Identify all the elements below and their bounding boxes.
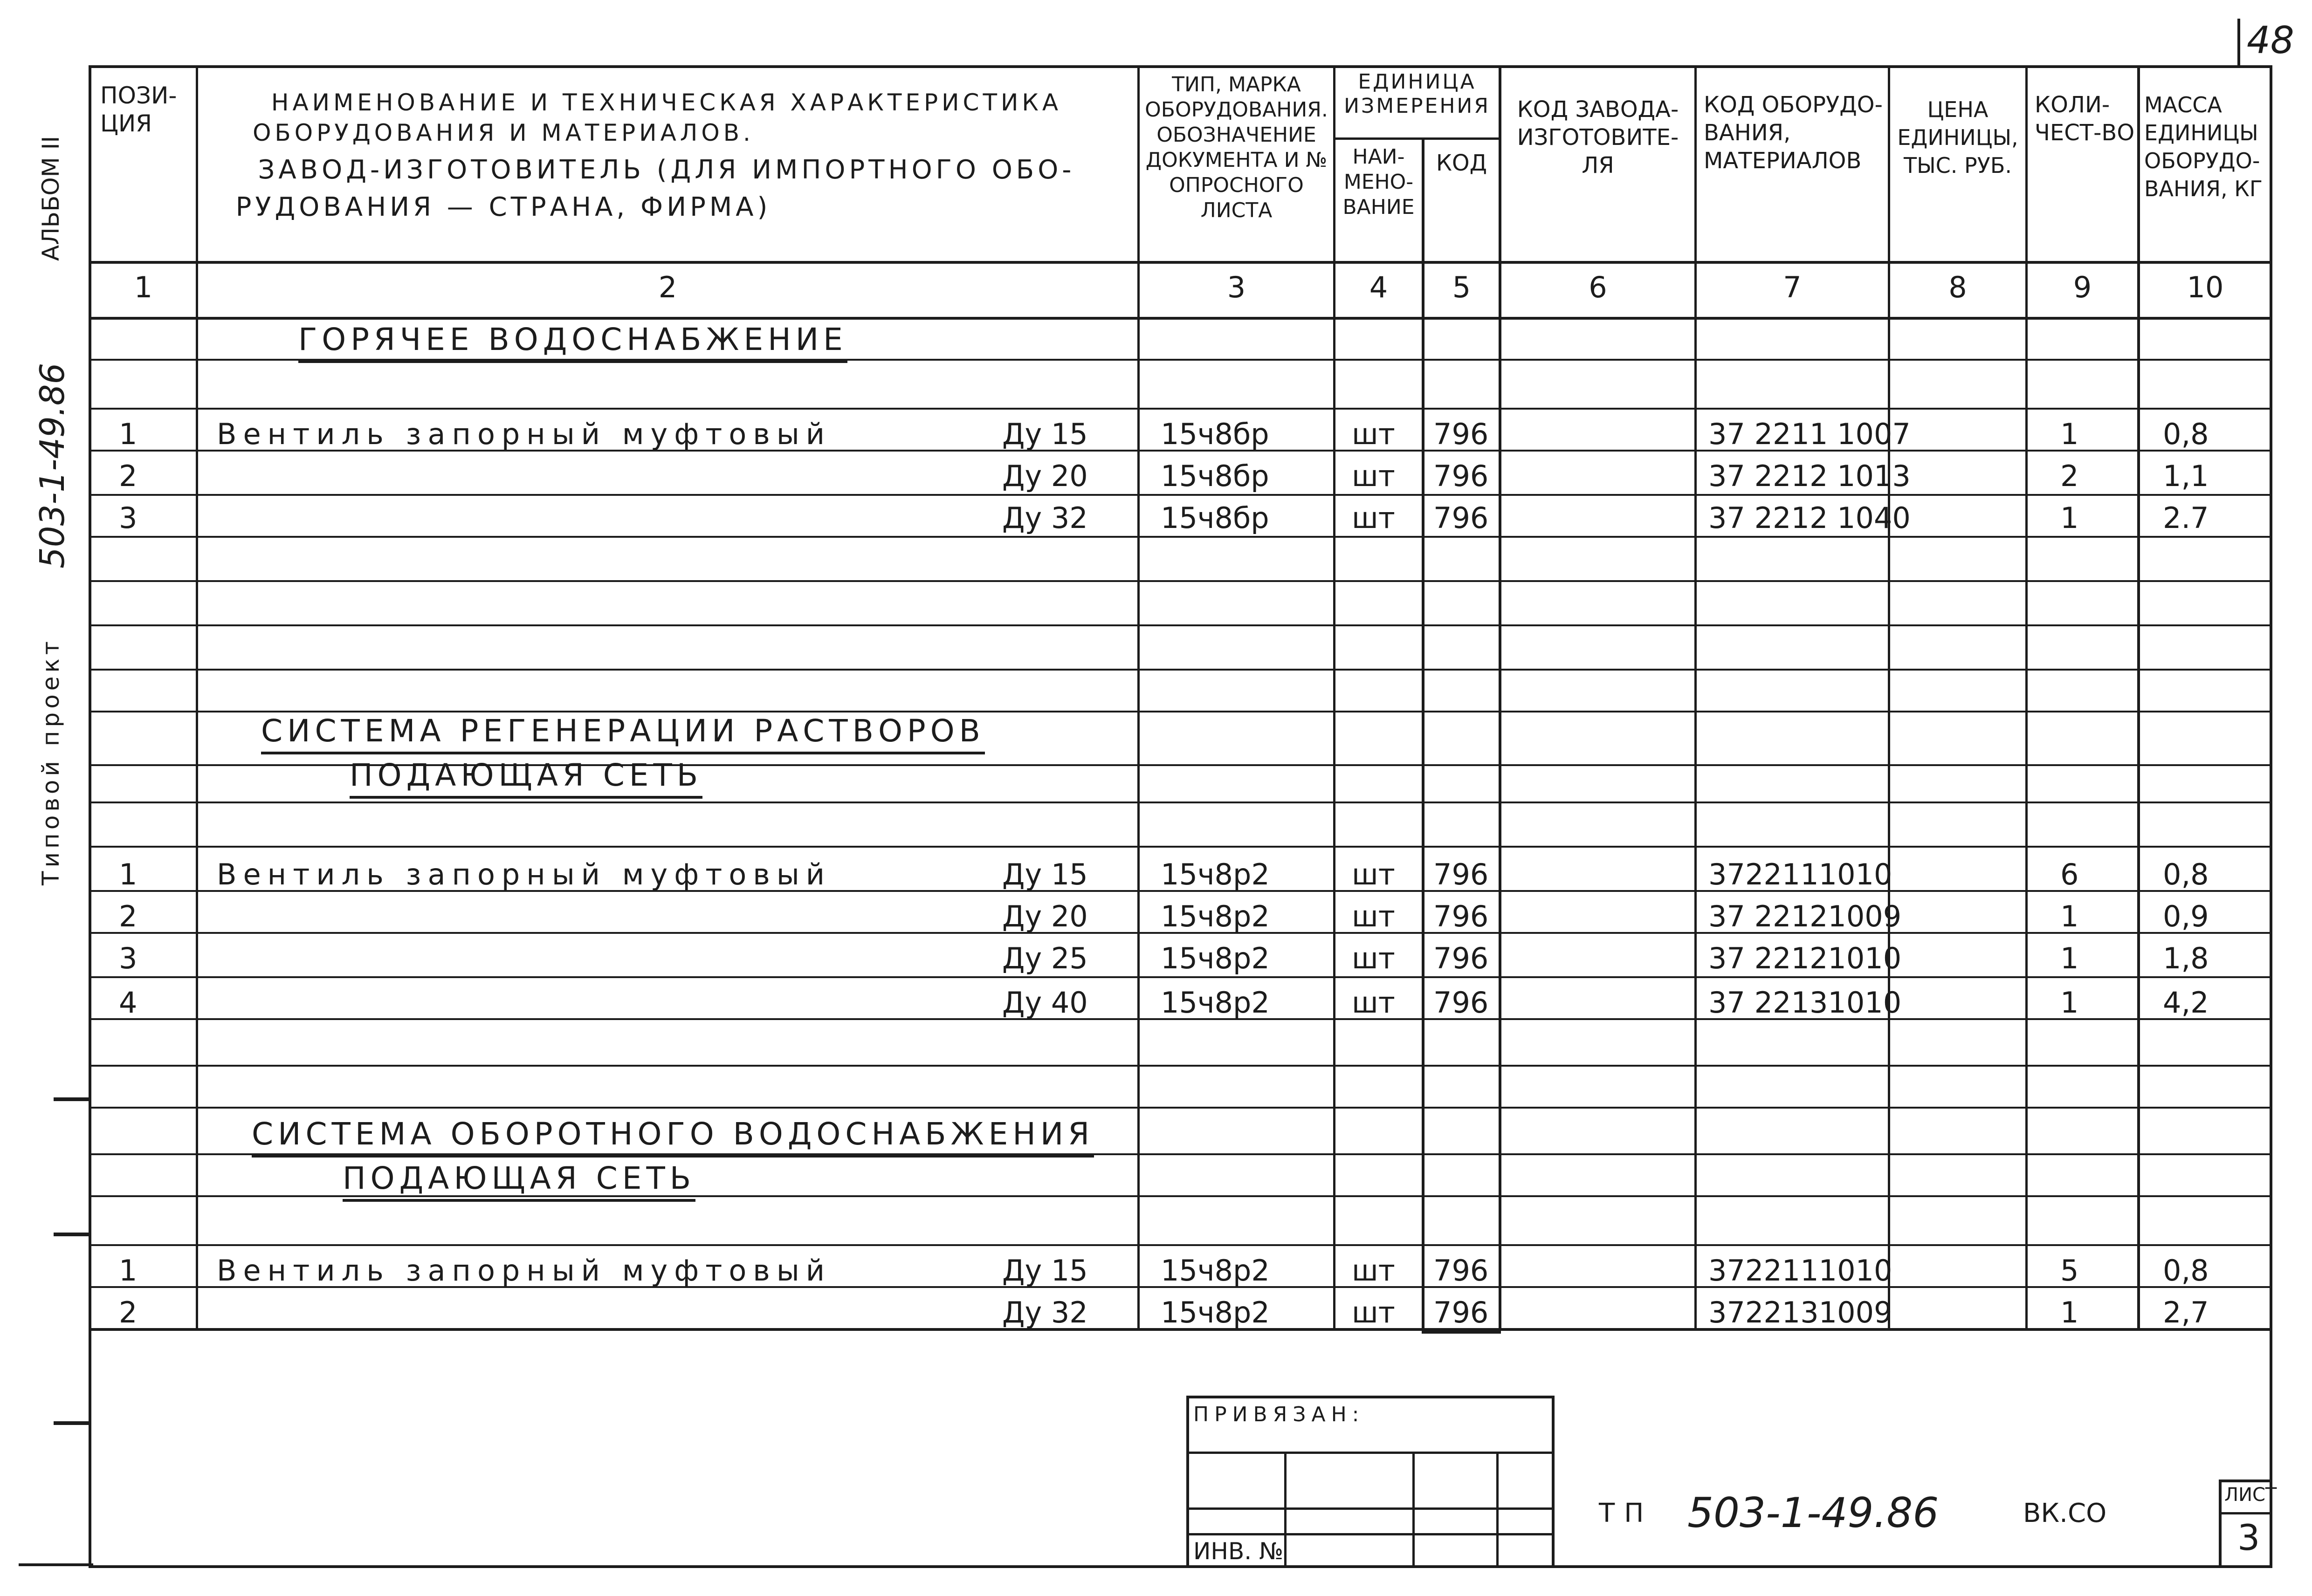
- row-position: 2: [119, 459, 138, 493]
- section-subtitle: ПОДАЮЩАЯ СЕТЬ: [343, 1160, 695, 1202]
- page-number-rule: [2237, 19, 2240, 68]
- row-size: Ду 20: [1002, 459, 1088, 493]
- row-mass: 2,7: [2163, 1295, 2209, 1329]
- row-size: Ду 15: [1002, 417, 1088, 451]
- binding-mark: [54, 1097, 91, 1101]
- stamp-mark: ВК.СО: [2023, 1498, 2107, 1528]
- header-name-line3: ЗАВОД-ИЗГОТОВИТЕЛЬ (ДЛЯ ИМПОРТНОГО ОБО-: [258, 155, 1075, 185]
- header-type: ТИП, МАРКА ОБОРУДОВАНИЯ. ОБОЗНАЧЕНИЕ ДОКУМЕНТА И № ОПРОСНОГО ЛИСТА: [1145, 73, 1328, 222]
- row-unit: шт: [1352, 899, 1395, 933]
- row-material-code: 37 22131010: [1708, 986, 1902, 1020]
- binding-mark: [54, 1421, 91, 1425]
- row-unit: шт: [1352, 417, 1395, 451]
- stamp-line: [1412, 1452, 1415, 1568]
- colnum-10: 10: [2187, 270, 2224, 304]
- row-type: 15ч8р2: [1161, 1254, 1270, 1288]
- row-mass: 4,2: [2163, 986, 2209, 1020]
- binding-mark: [19, 1563, 93, 1566]
- section-subtitle: ПОДАЮЩАЯ СЕТЬ: [350, 757, 702, 799]
- row-unit: шт: [1352, 459, 1395, 493]
- row-line: [89, 408, 2272, 410]
- project-code-label: 503-1-49.86: [33, 363, 72, 569]
- row-mass: 0,8: [2163, 857, 2209, 891]
- row-material-code: 3722111010: [1708, 1254, 1892, 1288]
- row-size: Ду 15: [1002, 1254, 1088, 1288]
- stamp-line: [1284, 1452, 1287, 1568]
- album-label: АЛЬБОМ II: [37, 136, 64, 261]
- row-type: 15ч8р2: [1161, 986, 1270, 1020]
- row-quantity: 1: [2060, 899, 2079, 933]
- row-mass: 0,9: [2163, 899, 2209, 933]
- stamp-line: [1496, 1452, 1499, 1568]
- col-line: [2025, 65, 2028, 1328]
- colnum-1: 1: [134, 270, 153, 304]
- sheet-number: 3: [2237, 1517, 2260, 1558]
- row-unit-code: 796: [1433, 899, 1489, 933]
- col-line: [1137, 65, 1140, 1328]
- col-line: [1694, 65, 1697, 1328]
- row-quantity: 6: [2060, 857, 2079, 891]
- row-quantity: 2: [2060, 459, 2079, 493]
- row-unit: шт: [1352, 1295, 1395, 1329]
- sheet-box-line: [2219, 1512, 2272, 1514]
- header-quantity: КОЛИ-ЧЕСТ-ВО: [2035, 92, 2135, 146]
- row-material-code: 3722131009: [1708, 1295, 1892, 1329]
- row-unit-code: 796: [1433, 986, 1489, 1020]
- row-quantity: 5: [2060, 1254, 2079, 1288]
- row-position: 1: [119, 417, 138, 451]
- colnum-3: 3: [1227, 270, 1246, 304]
- stamp-line: [1186, 1452, 1555, 1454]
- row-unit-code: 796: [1433, 1295, 1489, 1329]
- binding-mark: [54, 1233, 91, 1236]
- row-quantity: 1: [2060, 417, 2079, 451]
- stamp-bound-label: ПРИВЯЗАН:: [1193, 1403, 1365, 1426]
- row-unit: шт: [1352, 857, 1395, 891]
- row-line: [89, 580, 2272, 582]
- row-type: 15ч8р2: [1161, 1295, 1270, 1329]
- row-quantity: 1: [2060, 986, 2079, 1020]
- stamp-line: [1186, 1533, 1555, 1535]
- row-name: Вентиль запорный муфтовый: [217, 417, 832, 451]
- row-line: [89, 494, 2272, 496]
- colnum-8: 8: [1948, 270, 1967, 304]
- row-name: Вентиль запорный муфтовый: [217, 857, 832, 891]
- header-material-code: КОД ОБОРУДО-ВАНИЯ, МАТЕРИАЛОВ: [1704, 92, 1883, 174]
- row-mass: 1,1: [2163, 459, 2209, 493]
- row-position: 1: [119, 1254, 138, 1288]
- row-unit-code: 796: [1433, 501, 1489, 535]
- header-name-line2: ОБОРУДОВАНИЯ И МАТЕРИАЛОВ.: [253, 119, 754, 146]
- row-name: Вентиль запорный муфтовый: [217, 1254, 832, 1288]
- page-number: 48: [2247, 19, 2294, 62]
- row-size: Ду 25: [1002, 941, 1088, 975]
- row-position: 2: [119, 1295, 138, 1329]
- row-line: [89, 1107, 2272, 1109]
- header-unit-group: ЕДИНИЦА ИЗМЕРЕНИЯ: [1344, 70, 1490, 118]
- header-unit-code: КОД: [1436, 150, 1487, 176]
- row-type: 15ч8р2: [1161, 899, 1270, 933]
- row-position: 1: [119, 857, 138, 891]
- row-unit-code: 796: [1433, 857, 1489, 891]
- col-line: [1499, 65, 1501, 1328]
- row-material-code: 37 2212 1040: [1708, 501, 1911, 535]
- row-position: 3: [119, 941, 138, 975]
- header-price: ЦЕНА ЕДИНИЦЫ, ТЫС. РУБ.: [1897, 97, 2018, 178]
- row-type: 15ч8р2: [1161, 941, 1270, 975]
- row-unit-code: 796: [1433, 417, 1489, 451]
- colnum-5: 5: [1452, 270, 1471, 304]
- row-line: [89, 711, 2272, 712]
- row-size: Ду 20: [1002, 899, 1088, 933]
- header-mass: МАССА ЕДИНИЦЫ ОБОРУДО-ВАНИЯ, КГ: [2144, 92, 2263, 201]
- project-word-label: Типовой проект: [37, 637, 64, 885]
- header-unit-name: НАИ-МЕНО-ВАНИЕ: [1342, 145, 1415, 219]
- header-name-line4: РУДОВАНИЯ — СТРАНА, ФИРМА): [235, 192, 771, 222]
- row-mass: 2.7: [2163, 501, 2209, 535]
- stamp-doc-code: 503-1-49.86: [1687, 1489, 1939, 1537]
- row-unit: шт: [1352, 1254, 1395, 1288]
- subheader-line: [1333, 137, 1501, 140]
- row-line: [89, 536, 2272, 538]
- row-unit-code: 796: [1433, 459, 1489, 493]
- row-unit: шт: [1352, 986, 1395, 1020]
- colnum-4: 4: [1369, 270, 1388, 304]
- row-quantity: 1: [2060, 941, 2079, 975]
- colnum-2: 2: [658, 270, 677, 304]
- row-unit: шт: [1352, 941, 1395, 975]
- row-position: 3: [119, 501, 138, 535]
- header-plant-code: КОД ЗАВОДА-ИЗГОТОВИТЕ-ЛЯ: [1517, 96, 1679, 178]
- row-size: Ду 15: [1002, 857, 1088, 891]
- row-unit-code: 796: [1433, 941, 1489, 975]
- row-type: 15ч8бр: [1161, 417, 1269, 451]
- stamp-inv-label: ИНВ. №: [1193, 1538, 1284, 1565]
- header-position: ПОЗИ-ЦИЯ: [100, 82, 177, 137]
- section-title: СИСТЕМА ОБОРОТНОГО ВОДОСНАБЖЕНИЯ: [252, 1116, 1094, 1158]
- row-size: Ду 40: [1002, 986, 1088, 1020]
- row-line: [89, 976, 2272, 978]
- row-material-code: 37 2211 1007: [1708, 417, 1911, 451]
- row-position: 4: [119, 986, 138, 1020]
- stamp-tp: ТП: [1599, 1498, 1653, 1528]
- row-position: 2: [119, 899, 138, 933]
- header-name-line1: НАИМЕНОВАНИЕ И ТЕХНИЧЕСКАЯ ХАРАКТЕРИСТИКА: [271, 89, 1062, 116]
- row-mass: 0,8: [2163, 1254, 2209, 1288]
- row-line: [89, 1065, 2272, 1067]
- row-mass: 0,8: [2163, 417, 2209, 451]
- colnum-9: 9: [2073, 270, 2092, 304]
- row-unit: шт: [1352, 501, 1395, 535]
- row-line: [89, 669, 2272, 671]
- stamp-line: [1186, 1507, 1555, 1510]
- row-size: Ду 32: [1002, 1295, 1088, 1329]
- row-unit-code: 796: [1433, 1254, 1489, 1288]
- row-type: 15ч8бр: [1161, 501, 1269, 535]
- section-title: ГОРЯЧЕЕ ВОДОСНАБЖЕНИЕ: [298, 322, 847, 363]
- col-line: [196, 65, 198, 1328]
- row-quantity: 1: [2060, 501, 2079, 535]
- row-type: 15ч8бр: [1161, 459, 1269, 493]
- row-line: [89, 624, 2272, 626]
- col-line: [2137, 65, 2140, 1328]
- section-title: СИСТЕМА РЕГЕНЕРАЦИИ РАСТВОРОВ: [261, 713, 985, 754]
- colnum-bottom-line: [89, 317, 2272, 320]
- row-type: 15ч8р2: [1161, 857, 1270, 891]
- row-line: [89, 801, 2272, 803]
- row-material-code: 37 22121009: [1708, 899, 1902, 933]
- colnum-6: 6: [1589, 270, 1607, 304]
- colnum-7: 7: [1783, 270, 1802, 304]
- row-line: [89, 1244, 2272, 1246]
- row-material-code: 37 2212 1013: [1708, 459, 1911, 493]
- col-line: [1333, 65, 1335, 1328]
- header-bottom-line: [89, 261, 2272, 264]
- row-quantity: 1: [2060, 1295, 2079, 1329]
- row-material-code: 3722111010: [1708, 857, 1892, 891]
- row-material-code: 37 22121010: [1708, 941, 1902, 975]
- col-line: [1888, 65, 1890, 1328]
- row-mass: 1,8: [2163, 941, 2209, 975]
- sheet-label: ЛИСТ: [2224, 1484, 2277, 1506]
- row-line: [89, 846, 2272, 848]
- row-size: Ду 32: [1002, 501, 1088, 535]
